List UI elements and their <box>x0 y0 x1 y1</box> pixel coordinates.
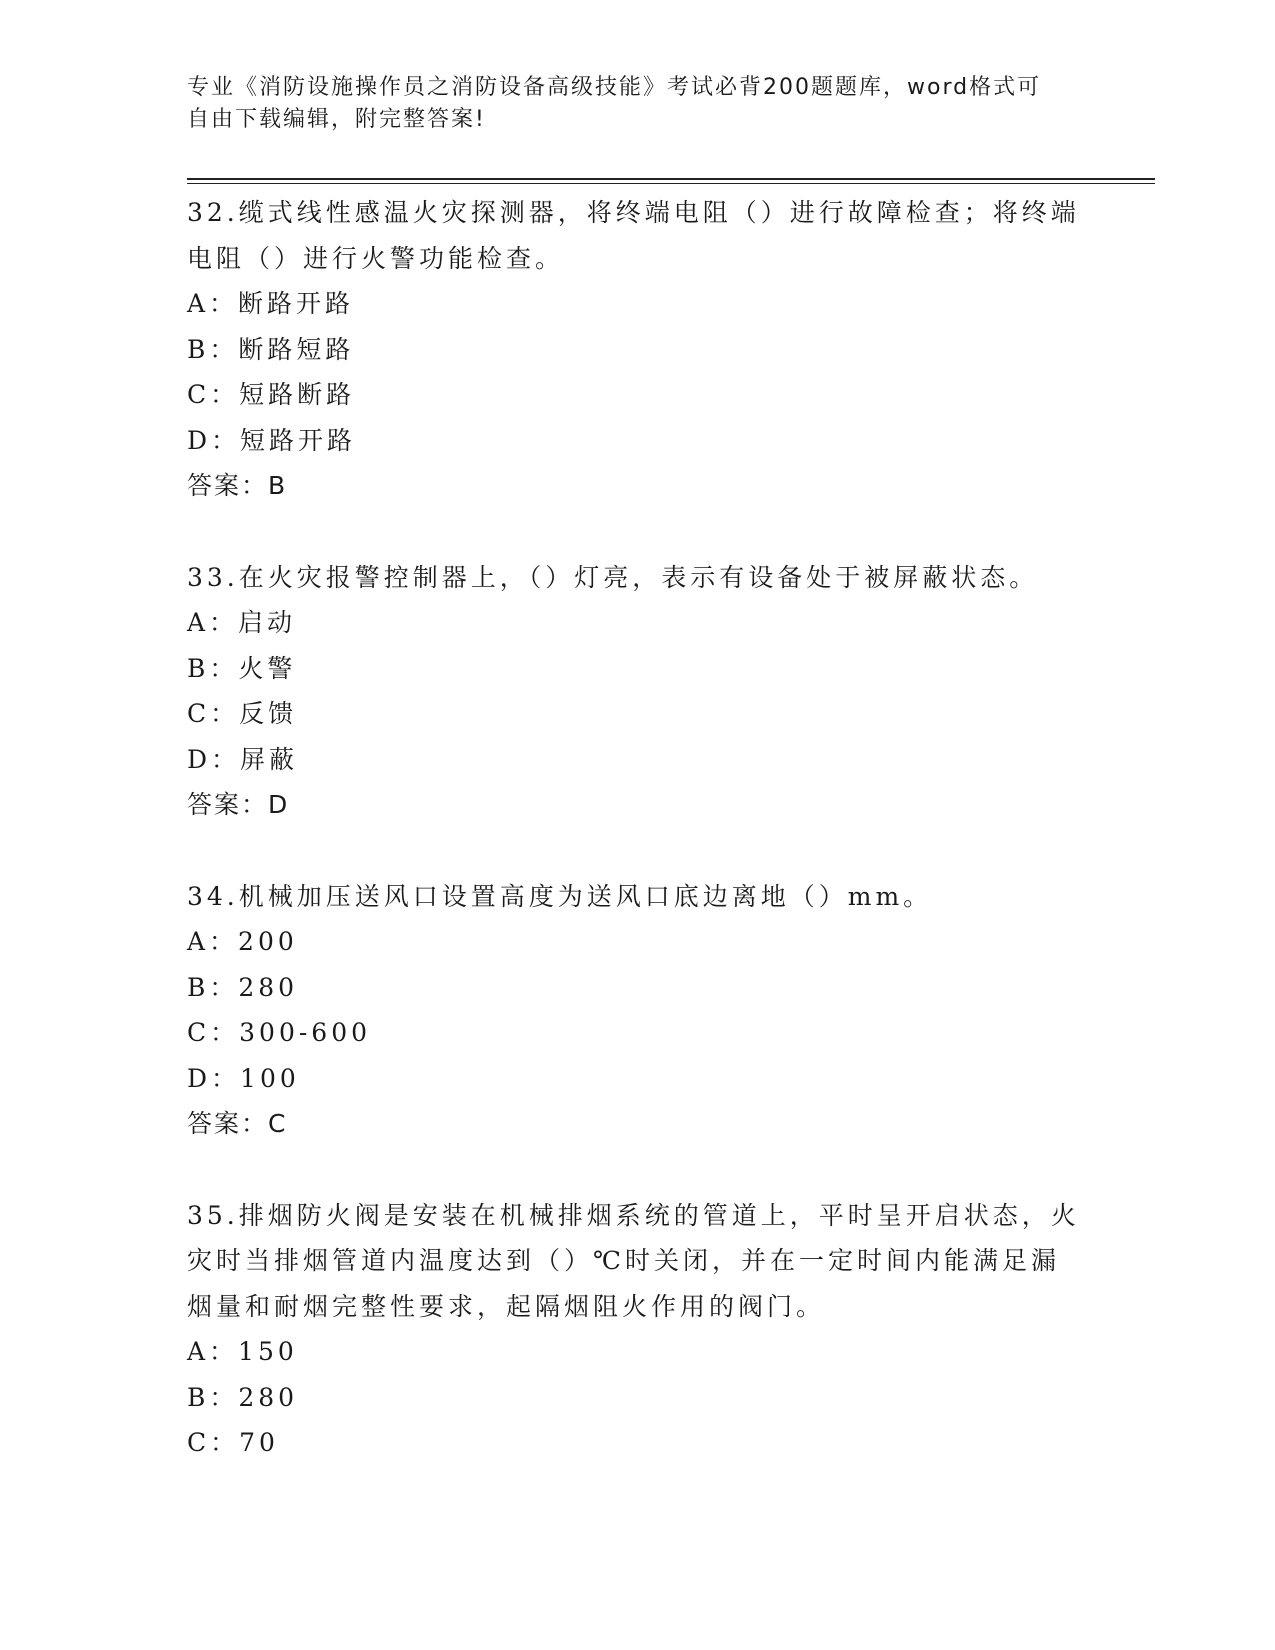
option-c: C：300-600 <box>187 1018 372 1047</box>
option-c: C：短路断路 <box>187 380 356 409</box>
header-divider-thick <box>187 178 1155 180</box>
question-35 <box>187 1193 1087 1466</box>
option-b: B：280 <box>187 972 299 1002</box>
question-list <box>187 190 1087 1512</box>
option-c: C：反馈 <box>187 699 298 728</box>
question-text: 32.缆式线性感温火灾探测器，将终端电阻（）进行故障检查；将终端 <box>187 198 1080 227</box>
option-b: B：280 <box>187 1382 299 1412</box>
option-b: B：断路短路 <box>187 334 355 364</box>
question-text: 烟量和耐烟完整性要求，起隔烟阻火作用的阀门。 <box>187 1291 826 1321</box>
option-a: A：150 <box>187 1337 298 1366</box>
option-b: B：火警 <box>187 653 297 683</box>
question-text: 灾时当排烟管道内温度达到（）℃时关闭，并在一定时间内能满足漏 <box>187 1246 1060 1275</box>
question-text: 33.在火灾报警控制器上，（）灯亮，表示有设备处于被屏蔽状态。 <box>187 562 1039 592</box>
option-d: D：100 <box>187 1063 300 1093</box>
document-header <box>187 72 1087 136</box>
header-line-2: 自由下载编辑，附完整答案! <box>187 107 486 132</box>
answer-text: 答案：D <box>187 790 290 819</box>
question-32 <box>187 190 1087 509</box>
question-34 <box>187 874 1087 1147</box>
option-d: D：屏蔽 <box>187 744 299 774</box>
answer-text: 答案：C <box>187 1109 288 1138</box>
answer-text: 答案：B <box>187 471 288 500</box>
option-a: A：启动 <box>187 608 297 637</box>
option-d: D：短路开路 <box>187 425 357 455</box>
question-33 <box>187 555 1087 828</box>
header-divider-thin <box>187 183 1155 184</box>
question-text: 34.机械加压送风口设置高度为送风口底边离地（）mm。 <box>187 881 933 911</box>
question-text: 电阻（）进行火警功能检查。 <box>187 243 565 273</box>
option-a: A：断路开路 <box>187 289 355 318</box>
option-a: A：200 <box>187 927 298 956</box>
option-c: C：70 <box>187 1428 279 1457</box>
question-text: 35.排烟防火阀是安装在机械排烟系统的管道上，平时呈开启状态，火 <box>187 1200 1080 1230</box>
header-line-1: 专业《消防设施操作员之消防设备高级技能》考试必背200题题库，word格式可 <box>187 75 1042 100</box>
